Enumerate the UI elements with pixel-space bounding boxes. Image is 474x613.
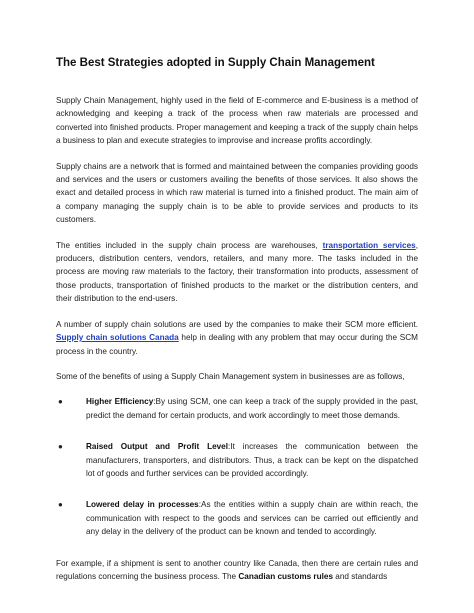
paragraph-solutions bbox=[56, 318, 418, 358]
benefits-list bbox=[56, 395, 418, 538]
transportation-services-link[interactable]: transportation services bbox=[322, 240, 416, 250]
list-item bbox=[56, 440, 418, 480]
benefit-label: Higher Efficiency bbox=[86, 397, 154, 407]
list-item bbox=[56, 395, 418, 422]
paragraph-entities-text-1: The entities included in the supply chain process are warehouses, bbox=[56, 240, 323, 250]
bullet-icon: ● bbox=[58, 442, 63, 452]
bullet-icon: ● bbox=[58, 500, 63, 510]
list-item bbox=[56, 498, 418, 538]
paragraph-intro: Supply Chain Management, highly used in the field of E-commerce and E-business is a method of acknowledging and keeping a track of the process when raw materials are processed and converted into finished products. Proper management and keeping a track of the supply chain helps a business to plan and execute strategies to improvise and increase profits accordingly. bbox=[56, 96, 418, 146]
canadian-customs-rules: Canadian customs rules bbox=[238, 571, 333, 581]
paragraph-solutions-text-2: help in dealing with any problem that may occur during the SCM process in the country. bbox=[56, 333, 418, 356]
benefit-label: Raised Output and Profit Level bbox=[86, 442, 229, 452]
paragraph-example-text-2: and standards bbox=[333, 571, 388, 581]
paragraph-entities-text-2: , producers, distribution centers, vendors, retailers, and many more. The tasks included in the process are moving raw materials to the factory, their transformation into products, assessment of those products, transportation of finished products to the market or the distribution centers, and their distribution to the end-users. bbox=[56, 240, 418, 304]
benefit-text: :It increases the communication between the manufacturers, transporters, and distributors. Thus, a track can be kept on the dispatched lot of goods and further services can be provided accordingly. bbox=[86, 442, 418, 478]
benefit-text: :By using SCM, one can keep a track of the supply provided in the past, predict the demand for certain products, and work accordingly to meet those demands. bbox=[86, 397, 418, 420]
paragraph-entities bbox=[56, 239, 418, 306]
paragraph-solutions-text-1: A number of supply chain solutions are used by the companies to make their SCM more efficient. bbox=[56, 319, 418, 329]
document-title: The Best Strategies adopted in Supply Chain Management bbox=[56, 57, 375, 69]
paragraph-example-text-1: For example, if a shipment is sent to another country like Canada, then there are certain rules and regulations concerning the business process. The bbox=[56, 558, 418, 581]
benefit-label: Lowered delay in processes bbox=[86, 500, 199, 510]
bullet-icon: ● bbox=[58, 397, 63, 407]
benefit-text: :As the entities within a supply chain are within reach, the communication with respect to the goods and services can be carried out efficiently and any delay in the delivery of the product can be known and tended to accordingly. bbox=[86, 500, 418, 537]
supply-chain-solutions-canada-link[interactable]: Supply chain solutions Canada bbox=[56, 333, 179, 343]
paragraph-supply-chains: Supply chains are a network that is formed and maintained between the companies providing goods and services and the users or customers availing the benefits of those services. It also shows the exact and detailed process in which raw material is turned into a finished product. The main aim of a company managing the supply chain is to be able to provide services and products to its customers. bbox=[56, 161, 418, 225]
paragraph-benefits-intro: Some of the benefits of using a Supply Chain Management system in businesses are as follows, bbox=[56, 371, 405, 381]
paragraph-example bbox=[56, 557, 418, 584]
